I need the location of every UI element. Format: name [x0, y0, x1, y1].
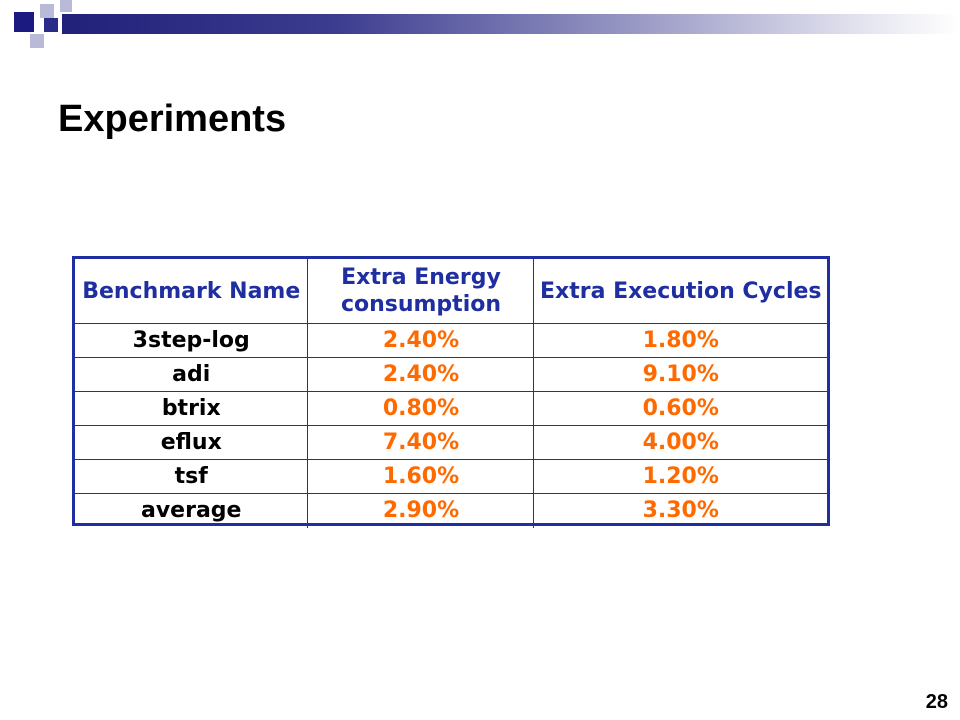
table-header-row	[75, 259, 827, 324]
table-row	[75, 460, 827, 494]
header-benchmark-name: Benchmark Name	[75, 259, 308, 324]
slide-title: Experiments	[58, 98, 287, 140]
header-square-light-2	[30, 34, 44, 48]
header-square-light-3	[60, 0, 72, 12]
table-row	[75, 392, 827, 426]
cycles-value-cell: 0.60%	[534, 392, 827, 426]
header-extra-energy: Extra Energy consumption	[308, 259, 534, 324]
energy-value-cell: 0.80%	[308, 392, 534, 426]
page-number: 28	[925, 691, 948, 713]
benchmark-name-cell: adi	[75, 358, 308, 392]
cycles-value-cell: 3.30%	[534, 494, 827, 528]
header-square-dark-1	[14, 12, 34, 32]
table-row	[75, 358, 827, 392]
benchmark-name-cell: eflux	[75, 426, 308, 460]
benchmark-name-cell: average	[75, 494, 308, 528]
table-row	[75, 426, 827, 460]
cycles-value-cell: 1.20%	[534, 460, 827, 494]
energy-value-cell: 2.40%	[308, 358, 534, 392]
header-square-light-1	[40, 4, 54, 18]
header-extra-cycles: Extra Execution Cycles	[534, 259, 827, 324]
benchmark-name-cell: btrix	[75, 392, 308, 426]
header-gradient-bar	[62, 14, 960, 34]
table-row	[75, 494, 827, 528]
cycles-value-cell: 4.00%	[534, 426, 827, 460]
benchmark-name-cell: 3step-log	[75, 324, 308, 358]
energy-value-cell: 2.90%	[308, 494, 534, 528]
results-table	[72, 256, 830, 526]
cycles-value-cell: 1.80%	[534, 324, 827, 358]
benchmark-name-cell: tsf	[75, 460, 308, 494]
cycles-value-cell: 9.10%	[534, 358, 827, 392]
energy-value-cell: 2.40%	[308, 324, 534, 358]
header-square-dark-2	[44, 18, 58, 32]
energy-value-cell: 7.40%	[308, 426, 534, 460]
energy-value-cell: 1.60%	[308, 460, 534, 494]
table-row	[75, 324, 827, 358]
